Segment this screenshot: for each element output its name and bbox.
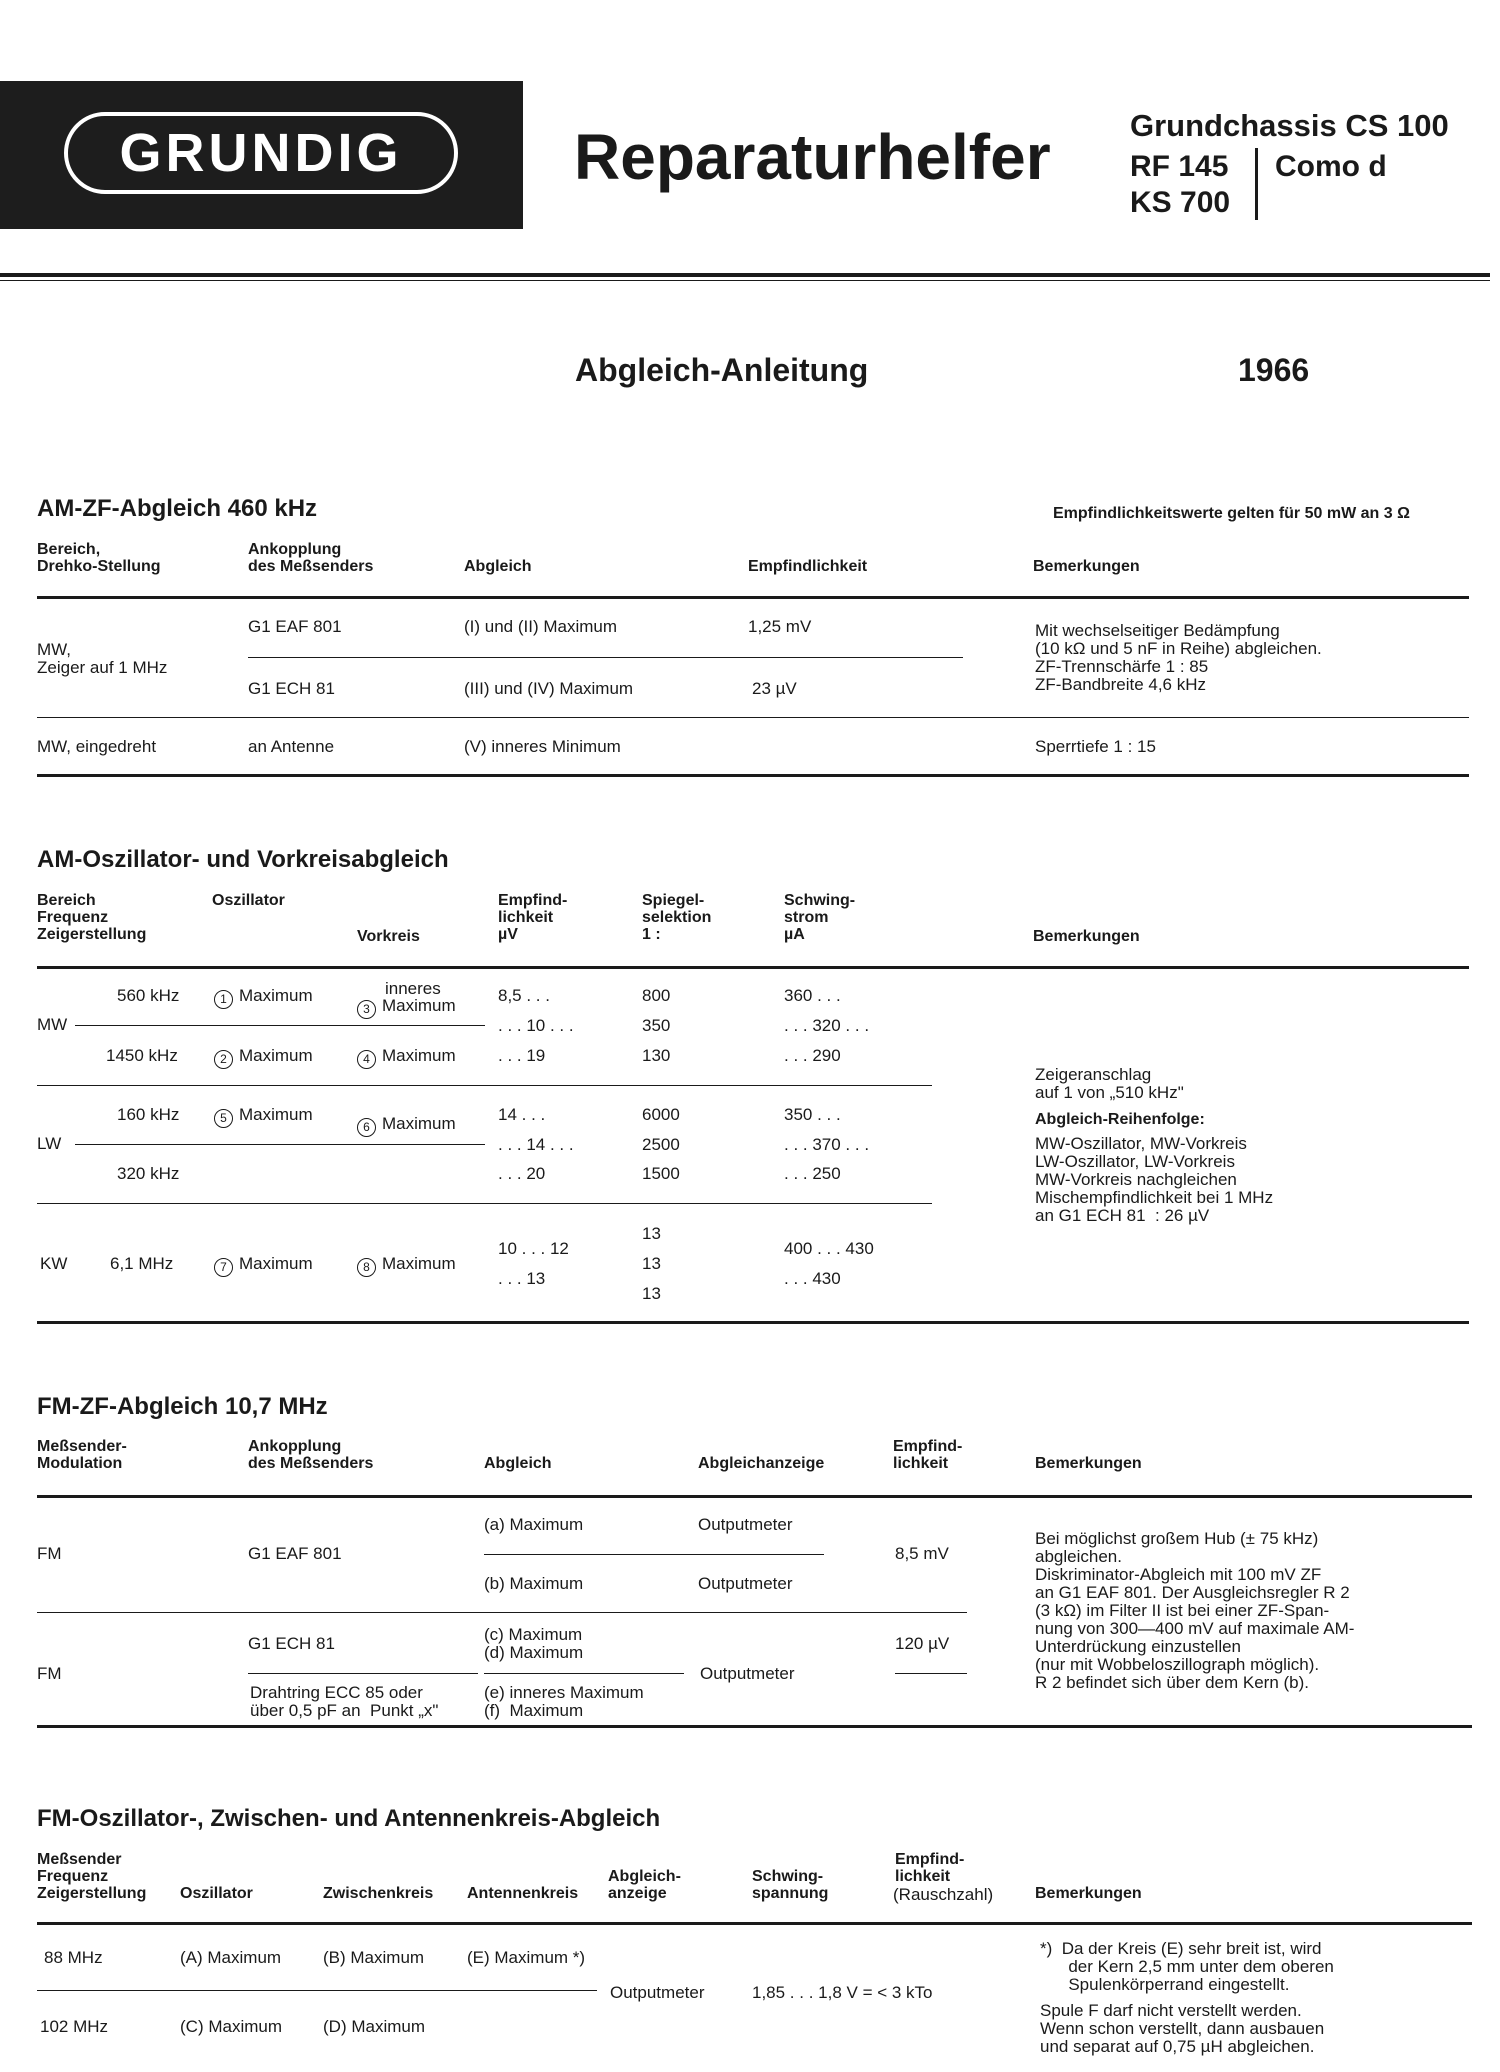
am-osz-mw-o3: 2 Maximum [214, 1047, 313, 1069]
am-osz-mw-e1: 8,5 . . . [498, 986, 550, 1005]
circle-number-icon: 8 [357, 1258, 376, 1277]
am-osz-col-bereich: Bereich Frequenz Zeigerstellung [37, 892, 147, 943]
am-zf-end-rule [37, 774, 1469, 777]
fm-zf-end-rule [37, 1725, 1472, 1728]
am-osz-lw-o1: 5 Maximum [214, 1106, 313, 1128]
am-zf-r1-emp2: 23 µV [752, 679, 797, 698]
fm-osz-r2-o: (C) Maximum [180, 2017, 282, 2036]
fm-osz-header-rule [37, 1922, 1472, 1925]
fm-osz-col-antennenkreis: Antennenkreis [467, 1885, 579, 1902]
section-title-am-osz: AM-Oszillator- und Vorkreisabgleich [37, 846, 449, 873]
am-osz-mw-s2: 350 [642, 1016, 671, 1035]
header-rule-thin [0, 280, 1490, 281]
fm-osz-col-schwingspannung: Schwing- spannung [752, 1868, 829, 1902]
chassis-label: Grundchassis CS 100 [1130, 108, 1449, 143]
am-osz-kw-st2: . . . 430 [784, 1269, 841, 1288]
am-osz-mw-s3: 130 [642, 1046, 671, 1065]
am-osz-lw-divider [75, 1144, 485, 1145]
fm-osz-col-frequenz: Meßsender Frequenz Zeigerstellung [37, 1851, 147, 1902]
fm-zf-r1-mod: FM [37, 1544, 62, 1563]
circle-number-icon: 5 [214, 1109, 233, 1128]
am-zf-r1-bereich: MW, Zeiger auf 1 MHz [37, 640, 168, 677]
fm-osz-anzeige: Outputmeter [610, 1983, 705, 2002]
am-osz-kw-e2: . . . 13 [498, 1269, 546, 1288]
fm-zf-col-empfindlichkeit: Empfind- lichkeit [893, 1438, 963, 1472]
am-osz-mw-st3: . . . 290 [784, 1046, 841, 1065]
doc-year: 1966 [1238, 352, 1310, 388]
fm-osz-col-bemerkungen: Bemerkungen [1035, 1885, 1142, 1902]
am-osz-mw-o1: 1 Maximum [214, 987, 313, 1009]
am-osz-mw-e2: . . . 10 . . . [498, 1016, 574, 1035]
fm-osz-col-abgleichanzeige: Abgleich- anzeige [608, 1868, 681, 1902]
am-osz-lw-label: LW [37, 1134, 62, 1153]
section-title-am-zf: AM-ZF-Abgleich 460 kHz [37, 495, 318, 522]
am-osz-lw-f3: 320 kHz [117, 1164, 180, 1183]
model-divider [1255, 148, 1258, 220]
fm-zf-r2-emp-divider [895, 1673, 967, 1674]
model-como: Como d [1275, 150, 1387, 183]
am-zf-row-rule [37, 717, 1469, 718]
am-zf-col-bereich: Bereich, Drehko-Stellung [37, 541, 161, 575]
circle-number-icon: 2 [214, 1050, 233, 1069]
am-osz-lw-e3: . . . 20 [498, 1164, 546, 1183]
fm-zf-r1-emp: 8,5 mV [895, 1544, 949, 1563]
fm-osz-schwingspannung: 1,85 . . . 1,8 V = < 3 kTo [752, 1983, 933, 2002]
fm-osz-r1-f: 88 MHz [44, 1948, 103, 1967]
fm-zf-r2-a2: (e) inneres Maximum (f) Maximum [484, 1683, 644, 1720]
am-osz-kw-f: 6,1 MHz [110, 1254, 174, 1273]
am-osz-lw-f1: 160 kHz [117, 1105, 180, 1124]
am-osz-mw-st1: 360 . . . [784, 986, 841, 1005]
fm-zf-col-ankopplung: Ankopplung des Meßsenders [248, 1438, 374, 1472]
am-zf-r1-abg2: (III) und (IV) Maximum [464, 679, 634, 698]
am-osz-kw-s3: 13 [642, 1284, 661, 1303]
fm-osz-col-rauschzahl: (Rauschzahl) [893, 1885, 994, 1904]
fm-zf-r2-a1: (c) Maximum (d) Maximum [484, 1625, 584, 1662]
am-osz-mw-s1: 800 [642, 986, 671, 1005]
am-osz-header-rule [37, 966, 1469, 969]
section-title-fm-zf: FM-ZF-Abgleich 10,7 MHz [37, 1393, 328, 1420]
am-osz-kw-st1: 400 . . . 430 [784, 1239, 874, 1258]
fm-zf-r1-z1: Outputmeter [698, 1515, 793, 1534]
fm-zf-r1-z2: Outputmeter [698, 1574, 793, 1593]
am-osz-col-spiegel: Spiegel- selektion 1 : [642, 892, 712, 943]
fm-zf-r1-a1: (a) Maximum [484, 1515, 584, 1534]
am-osz-lw-v: 6 Maximum [357, 1115, 456, 1137]
am-zf-r1-emp1: 1,25 mV [748, 617, 812, 636]
fm-zf-r2-a-divider [484, 1673, 684, 1674]
am-osz-lw-s1: 6000 [642, 1105, 680, 1124]
circle-number-icon: 6 [357, 1118, 376, 1137]
am-osz-lw-e1: 14 . . . [498, 1105, 546, 1124]
am-osz-mw-v1a: inneres [385, 979, 441, 998]
fm-zf-r2-emp: 120 µV [895, 1634, 950, 1653]
fm-osz-r2-z: (D) Maximum [323, 2017, 425, 2036]
fm-zf-r2-mod: FM [37, 1664, 62, 1683]
am-osz-col-empfindlichkeit: Empfind- lichkeit µV [498, 892, 568, 943]
am-zf-r1-bemerkung: Mit wechselseitiger Bedämpfung (10 kΩ und 5 nF in Reihe) abgleichen. ZF-Trennschärfe 1 : 85 ZF-Bandbreite 4,6 kHz [1035, 621, 1322, 694]
fm-zf-r1-a2: (b) Maximum [484, 1574, 584, 1593]
am-osz-mw-label: MW [37, 1015, 68, 1034]
am-zf-r1-divider [248, 657, 963, 658]
model-rf: RF 145 [1130, 150, 1229, 183]
fm-zf-r2-z: Outputmeter [700, 1664, 795, 1683]
fm-osz-col-empfindlichkeit: Empfind- lichkeit [895, 1851, 965, 1885]
am-osz-lw-s3: 1500 [642, 1164, 680, 1183]
am-osz-kw-label: KW [40, 1254, 68, 1273]
fm-osz-col-oszillator: Oszillator [180, 1885, 253, 1902]
am-osz-col-vorkreis: Vorkreis [357, 928, 420, 945]
doc-subtitle: Abgleich-Anleitung [575, 352, 869, 388]
model-ks: KS 700 [1130, 186, 1231, 219]
am-zf-r2-abg: (V) inneres Minimum [464, 737, 621, 756]
am-zf-r2-bereich: MW, eingedreht [37, 737, 157, 756]
am-osz-mw-v1: 3 Maximum [357, 997, 456, 1019]
am-zf-r1-abg1: (I) und (II) Maximum [464, 617, 618, 636]
fm-zf-r2-ank1: G1 ECH 81 [248, 1634, 335, 1653]
fm-osz-r1-z: (B) Maximum [323, 1948, 425, 1967]
am-osz-mw-f3: 1450 kHz [106, 1046, 178, 1065]
circle-number-icon: 1 [214, 990, 233, 1009]
am-osz-lw-rule [37, 1203, 932, 1204]
am-zf-col-empfindlichkeit: Empfindlichkeit [748, 558, 868, 575]
am-osz-lw-st2: . . . 370 . . . [784, 1135, 870, 1154]
header-rule [0, 273, 1490, 277]
fm-zf-r1-divider [484, 1554, 824, 1555]
fm-zf-col-abgleichanzeige: Abgleichanzeige [698, 1455, 825, 1472]
fm-osz-row-divider [37, 1990, 597, 1991]
am-osz-col-bemerkungen: Bemerkungen [1033, 928, 1140, 945]
am-osz-mw-e3: . . . 19 [498, 1046, 546, 1065]
circle-number-icon: 7 [214, 1258, 233, 1277]
fm-osz-col-zwischenkreis: Zwischenkreis [323, 1885, 434, 1902]
fm-zf-col-modulation: Meßsender- Modulation [37, 1438, 127, 1472]
fm-zf-r2-ank2: Drahtring ECC 85 oder über 0,5 pF an Punkt „x" [250, 1683, 439, 1720]
section-title-fm-osz: FM-Oszillator-, Zwischen- und Antennenkreis-Abgleich [37, 1805, 661, 1832]
am-osz-lw-st3: . . . 250 [784, 1164, 841, 1183]
am-zf-r1-ank2: G1 ECH 81 [248, 679, 335, 698]
am-osz-bemerkung-2: MW-Oszillator, MW-Vorkreis LW-Oszillator, LW-Vorkreis MW-Vorkreis nachgleichen Mischempfindlichkeit bei 1 MHz an G1 ECH 81 : 26 µV [1035, 1134, 1274, 1225]
am-osz-mw-rule [37, 1085, 932, 1086]
am-osz-col-schwingstrom: Schwing- strom µA [784, 892, 856, 943]
am-osz-kw-o: 7 Maximum [214, 1255, 313, 1277]
fm-zf-r1-ank: G1 EAF 801 [248, 1544, 342, 1563]
fm-zf-col-abgleich: Abgleich [484, 1455, 552, 1472]
am-osz-mw-st2: . . . 320 . . . [784, 1016, 870, 1035]
circle-number-icon: 4 [357, 1050, 376, 1069]
am-osz-kw-s1: 13 [642, 1224, 661, 1243]
am-osz-col-oszillator: Oszillator [212, 892, 285, 909]
page-title: Reparaturhelfer [574, 121, 1051, 193]
fm-osz-r2-f: 102 MHz [40, 2017, 109, 2036]
circle-number-icon: 3 [357, 1000, 376, 1019]
fm-osz-bemerkung-1: *) Da der Kreis (E) sehr breit ist, wird der Kern 2,5 mm unter dem oberen Spulenkörperrand eingestellt. [1040, 1939, 1334, 1994]
fm-zf-bemerkung: Bei möglichst großem Hub (± 75 kHz) abgleichen. Diskriminator-Abgleich mit 100 mV ZF an G1 EAF 801. Der Ausgleichsregler R 2 (3 kΩ) im Filter II ist bei einer ZF-Span- nung von 300—400 mV auf maximale AM- Unterdrückung einzustellen (nur mit Wobbeloszillograph möglich). R 2 befindet sich über dem Kern (b). [1035, 1529, 1355, 1692]
am-osz-kw-s2: 13 [642, 1254, 661, 1273]
am-osz-mw-v3: 4 Maximum [357, 1047, 456, 1069]
am-zf-r2-bemerkung: Sperrtiefe 1 : 15 [1035, 737, 1156, 756]
am-osz-bemerkung-1: Zeigeranschlag auf 1 von „510 kHz" [1035, 1065, 1184, 1102]
am-zf-r1-ank1: G1 EAF 801 [248, 617, 342, 636]
am-osz-mw-divider [75, 1025, 485, 1026]
fm-osz-bemerkung-2: Spule F darf nicht verstellt werden. Wenn schon verstellt, dann ausbauen und separat auf 0,75 µH abgleichen. [1040, 2001, 1325, 2056]
am-zf-header-rule [37, 596, 1469, 599]
fm-zf-col-bemerkungen: Bemerkungen [1035, 1455, 1142, 1472]
am-osz-kw-v: 8 Maximum [357, 1255, 456, 1277]
am-osz-lw-s2: 2500 [642, 1135, 680, 1154]
grundig-logo: GRUNDIG [64, 112, 458, 194]
am-osz-kw-e1: 10 . . . 12 [498, 1239, 569, 1258]
am-zf-col-bemerkungen: Bemerkungen [1033, 558, 1140, 575]
am-osz-mw-f1: 560 kHz [117, 986, 180, 1005]
am-osz-bemerkung-head: Abgleich-Reihenfolge: [1035, 1111, 1205, 1128]
am-osz-lw-st1: 350 . . . [784, 1105, 841, 1124]
am-osz-lw-e2: . . . 14 . . . [498, 1135, 574, 1154]
am-zf-r2-ank: an Antenne [248, 737, 335, 756]
am-osz-end-rule [37, 1321, 1469, 1324]
am-zf-col-abgleich: Abgleich [464, 558, 532, 575]
fm-zf-row-rule [37, 1612, 967, 1613]
fm-zf-r2-ank-divider [248, 1673, 478, 1674]
fm-osz-r1-o: (A) Maximum [180, 1948, 282, 1967]
am-zf-note: Empfindlichkeitswerte gelten für 50 mW an 3 Ω [1053, 505, 1410, 522]
am-zf-col-ankopplung: Ankopplung des Meßsenders [248, 541, 374, 575]
fm-osz-r1-a: (E) Maximum *) [467, 1948, 586, 1967]
fm-zf-header-rule [37, 1495, 1472, 1498]
